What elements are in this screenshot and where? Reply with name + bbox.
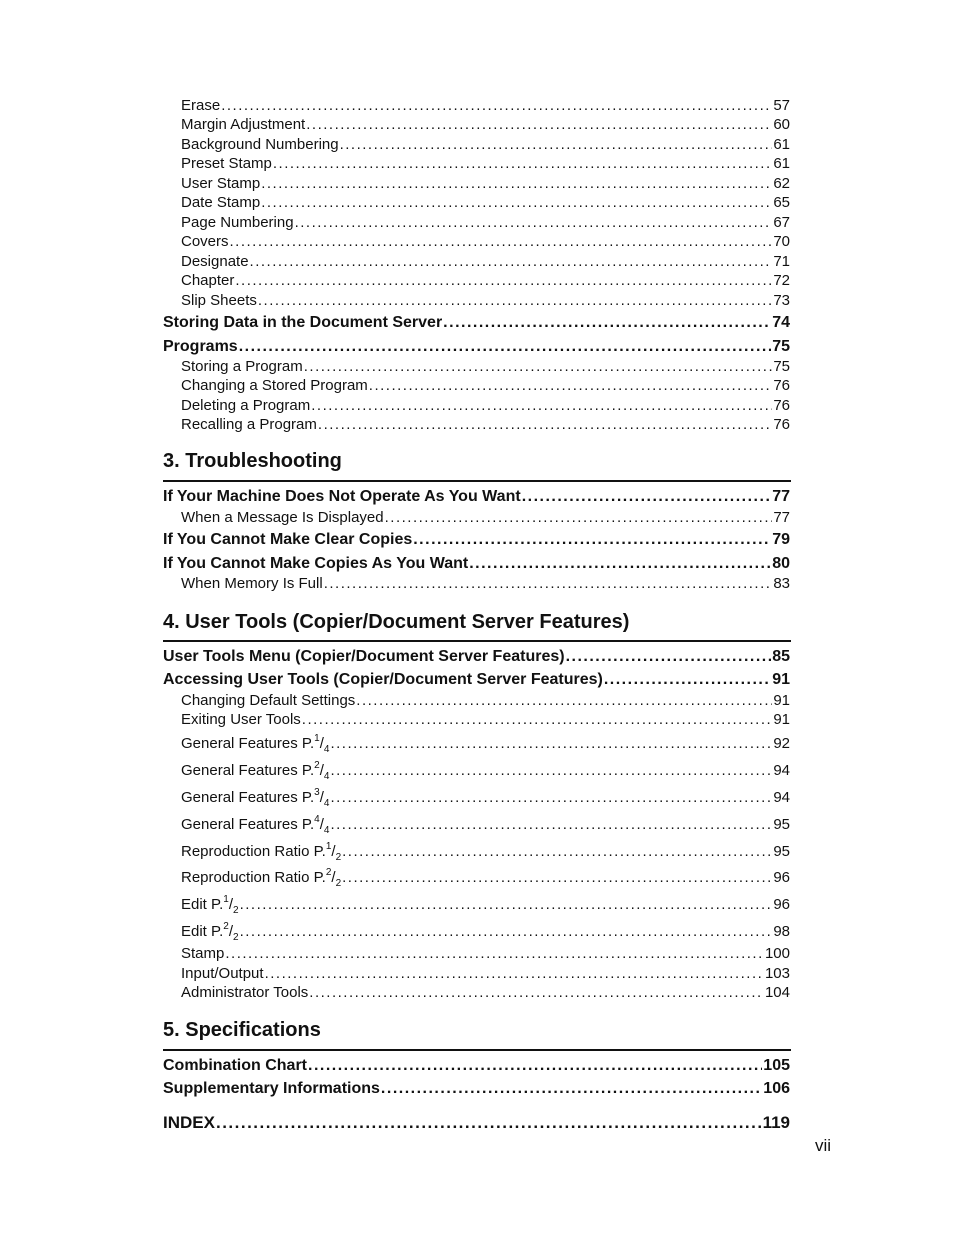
toc-entry-title: [181, 194, 260, 211]
fraction-denominator: 2: [233, 932, 239, 943]
toc-entry-title: [181, 397, 310, 414]
toc-entry[interactable]: [163, 555, 790, 573]
toc-entry-label: When a Message Is Displayed: [181, 509, 384, 526]
toc-entry-page-number: 95: [773, 843, 790, 860]
dot-leader: [258, 292, 772, 309]
toc-entry-page-number: 94: [773, 789, 790, 806]
toc-entry-title: [181, 841, 342, 863]
dot-leader: [413, 531, 771, 549]
dot-leader: [240, 923, 773, 940]
toc-entry-page-number: 105: [763, 1057, 790, 1074]
toc-entry-label: Combination Chart: [163, 1057, 307, 1074]
toc-entry[interactable]: [181, 575, 790, 592]
fraction-denominator: 2: [335, 852, 342, 863]
toc-entry-page-number: 91: [772, 671, 790, 688]
toc-entry-title: [181, 692, 355, 709]
toc-entry[interactable]: [181, 965, 790, 982]
toc-entry-page-number: 57: [773, 97, 790, 114]
page-number: vii: [815, 1136, 832, 1155]
dot-leader: [216, 1113, 762, 1133]
toc-entry-page-number: 74: [772, 314, 790, 331]
toc-entry-page-number: 61: [773, 136, 790, 153]
toc-entry-label: Changing Default Settings: [181, 692, 356, 709]
fraction-denominator: 2: [233, 905, 239, 916]
chapter-heading-specifications: 5. Specifications: [163, 1019, 321, 1041]
toc-entry[interactable]: [181, 136, 790, 153]
fraction-numerator: 3: [314, 787, 320, 798]
toc-entry-page-number: 61: [773, 155, 790, 172]
dot-leader: [342, 869, 772, 886]
dot-leader: [230, 233, 773, 250]
toc-entry-title: [181, 416, 317, 433]
toc-entry-label: User Tools Menu (Copier/Document Server Features): [163, 648, 565, 665]
toc-entry-title: [181, 214, 294, 231]
fraction-numerator: 2: [314, 760, 320, 771]
dot-leader: [469, 555, 771, 573]
toc-entry-title: [163, 1057, 307, 1075]
toc-entry-title: [181, 945, 224, 962]
toc-entry[interactable]: [163, 1080, 790, 1098]
toc-entry-title: [181, 814, 330, 836]
toc-entry[interactable]: [163, 488, 790, 506]
fraction-slash: /: [319, 789, 324, 806]
dot-leader: [385, 509, 773, 526]
toc-entry[interactable]: [181, 787, 790, 809]
toc-entry-label: Stamp: [181, 945, 225, 962]
toc-entry-page-number: 75: [773, 358, 790, 375]
toc-entry-label: Designate: [181, 253, 249, 270]
fraction-slash: /: [331, 869, 336, 886]
dot-leader: [342, 843, 772, 860]
toc-entry-page-number: 103: [764, 965, 790, 982]
chapter-divider: [163, 640, 791, 642]
dot-leader: [250, 253, 773, 270]
toc-entry[interactable]: [163, 531, 790, 549]
dot-leader: [225, 945, 764, 962]
fraction-numerator: 2: [223, 921, 229, 932]
toc-entry[interactable]: [163, 1113, 790, 1133]
toc-entry-page-number: 60: [773, 116, 790, 133]
toc-entry-label: General Features P.: [181, 762, 315, 779]
fraction-denominator: 4: [323, 771, 330, 782]
dot-leader: [239, 338, 772, 356]
toc-entry-page-number: 92: [773, 735, 790, 752]
toc-entry-page-number: 91: [773, 711, 790, 728]
toc-entry-page-number: 76: [773, 377, 790, 394]
chapter-heading-user-tools: 4. User Tools (Copier/Document Server Features): [163, 611, 630, 633]
toc-entry[interactable]: [181, 155, 790, 172]
toc-entry-title: [181, 175, 260, 192]
toc-entry-page-number: 72: [773, 272, 790, 289]
toc-entry-title: [181, 984, 308, 1001]
toc-entry-title: [181, 921, 239, 943]
toc-entry-title: [163, 1080, 380, 1098]
toc-entry-label: If You Cannot Make Clear Copies: [163, 531, 413, 548]
toc-entry-label: Deleting a Program: [181, 397, 311, 414]
toc-entry-title: [181, 575, 323, 592]
fraction-slash: /: [319, 735, 324, 752]
toc-entry-title: [181, 136, 339, 153]
toc-entry-page-number: 67: [773, 214, 790, 231]
toc-entry[interactable]: [181, 733, 790, 755]
dot-leader: [261, 194, 772, 211]
toc-entry-title: [181, 760, 330, 782]
toc-entry-page-number: 75: [772, 338, 790, 355]
toc-entry-label: Recalling a Program: [181, 416, 317, 433]
dot-leader: [324, 575, 773, 592]
toc-entry-label: Programs: [163, 338, 238, 355]
toc-entry-title: [163, 338, 238, 356]
toc-entry-label: General Features P.: [181, 789, 315, 806]
toc-entry-page-number: 77: [773, 509, 790, 526]
toc-entry-title: [181, 292, 257, 309]
toc-entry-title: [181, 733, 330, 755]
toc-entry-label: Storing a Program: [181, 358, 303, 375]
toc-entry-label: Erase: [181, 97, 221, 114]
fraction-numerator: 1: [223, 894, 229, 905]
toc-entry[interactable]: [181, 894, 790, 916]
toc-entry[interactable]: [163, 671, 790, 689]
fraction-denominator: 4: [323, 798, 330, 809]
toc-entry-title: [181, 509, 384, 526]
dot-leader: [369, 377, 773, 394]
toc-entry-title: [163, 531, 412, 549]
toc-entry-title: [163, 314, 442, 332]
toc-entry-label: Edit P.: [181, 923, 224, 940]
toc-entry-label: Preset Stamp: [181, 155, 272, 172]
toc-entry[interactable]: [163, 314, 790, 332]
dot-leader: [265, 965, 764, 982]
fraction-numerator: 2: [325, 867, 332, 878]
toc-entry-title: [181, 711, 301, 728]
toc-entry-label: General Features P.: [181, 816, 315, 833]
toc-entry-page-number: 62: [773, 175, 790, 192]
toc-entry-title: [181, 787, 330, 809]
fraction-slash: /: [228, 896, 233, 913]
dot-leader: [311, 397, 772, 414]
toc-entry-page-number: 85: [772, 648, 790, 665]
toc-entry[interactable]: [181, 377, 790, 394]
dot-leader: [340, 136, 773, 153]
toc-entry-title: [181, 377, 368, 394]
toc-entry[interactable]: [163, 1057, 790, 1075]
dot-leader: [443, 314, 771, 332]
toc-entry-page-number: 119: [762, 1113, 790, 1132]
toc-entry[interactable]: [181, 945, 790, 962]
dot-leader: [330, 816, 772, 833]
toc-entry-page-number: 95: [773, 816, 790, 833]
dot-leader: [273, 155, 772, 172]
toc-entry[interactable]: [181, 194, 790, 211]
toc-entry-title: [181, 358, 303, 375]
toc-entry[interactable]: [181, 867, 790, 889]
toc-entry-title: [181, 116, 305, 133]
toc-entry[interactable]: [181, 272, 790, 289]
chapter-divider: [163, 480, 791, 482]
toc-entry[interactable]: [181, 416, 790, 433]
toc-entry-title: [181, 233, 229, 250]
toc-entry[interactable]: [181, 692, 790, 709]
dot-leader: [304, 358, 773, 375]
dot-leader: [604, 671, 771, 689]
toc-entry-page-number: 106: [763, 1080, 790, 1097]
toc-entry-label: Margin Adjustment: [181, 116, 306, 133]
toc-entry-label: Background Numbering: [181, 136, 339, 153]
toc-entry-title: [163, 671, 603, 689]
dot-leader: [330, 789, 772, 806]
toc-entry-page-number: 94: [773, 762, 790, 779]
dot-leader: [295, 214, 773, 231]
toc-entry-page-number: 70: [773, 233, 790, 250]
toc-entry-title: [181, 867, 342, 889]
toc-entry-label: Input/Output: [181, 965, 264, 982]
dot-leader: [302, 711, 773, 728]
dot-leader: [309, 984, 764, 1001]
fraction-slash: /: [331, 843, 336, 860]
toc-entry[interactable]: [181, 233, 790, 250]
toc-entry[interactable]: [163, 648, 790, 666]
toc-entry-label: Covers: [181, 233, 229, 250]
fraction-slash: /: [319, 762, 324, 779]
toc-entry-label: Slip Sheets: [181, 292, 257, 309]
toc-entry-page-number: 80: [772, 555, 790, 572]
toc-entry[interactable]: [181, 397, 790, 414]
toc-entry-label: Accessing User Tools (Copier/Document Server Features): [163, 671, 603, 688]
toc-entry-label: If Your Machine Does Not Operate As You Want: [163, 488, 521, 505]
toc-entry[interactable]: [181, 292, 790, 309]
toc-entry-page-number: 71: [773, 253, 790, 270]
toc-entry-page-number: 79: [772, 531, 790, 548]
chapter-heading-troubleshooting: 3. Troubleshooting: [163, 450, 342, 472]
toc-entry-title: [181, 965, 264, 982]
toc-entry[interactable]: [181, 921, 790, 943]
toc-entry-page-number: 76: [773, 397, 790, 414]
toc-entry-page-number: 83: [773, 575, 790, 592]
toc-entry-label: Reproduction Ratio P.: [181, 869, 326, 886]
toc-entry-page-number: 100: [764, 945, 790, 962]
toc-entry-label: Chapter: [181, 272, 235, 289]
toc-entry-title: [163, 488, 521, 506]
toc-entry[interactable]: [181, 358, 790, 375]
toc-entry[interactable]: [163, 338, 790, 356]
dot-leader: [318, 416, 772, 433]
toc-entry-title: [181, 894, 239, 916]
toc-entry-page-number: 73: [773, 292, 790, 309]
dot-leader: [308, 1057, 762, 1075]
fraction-slash: /: [319, 816, 324, 833]
toc-entry-label: When Memory Is Full: [181, 575, 323, 592]
toc-entry-label: Exiting User Tools: [181, 711, 301, 728]
toc-entry-label: Date Stamp: [181, 194, 261, 211]
toc-entry-title: [181, 97, 220, 114]
fraction-numerator: 4: [314, 814, 320, 825]
toc-entry-label: If You Cannot Make Copies As You Want: [163, 555, 469, 572]
dot-leader: [261, 175, 772, 192]
toc-entry-label: Storing Data in the Document Server: [163, 314, 443, 331]
toc-entry[interactable]: [181, 214, 790, 231]
dot-leader: [566, 648, 772, 666]
toc-entry-label: Supplementary Informations: [163, 1080, 380, 1097]
dot-leader: [240, 896, 773, 913]
toc-entry-page-number: 91: [773, 692, 790, 709]
toc-entry[interactable]: [181, 97, 790, 114]
toc-entry-label: Changing a Stored Program: [181, 377, 368, 394]
fraction-denominator: 2: [335, 878, 342, 889]
toc-entry-title: [181, 155, 272, 172]
dot-leader: [381, 1080, 762, 1098]
toc-entry-label: INDEX: [163, 1113, 215, 1132]
toc-entry[interactable]: [181, 814, 790, 836]
toc-entry-title: [163, 555, 468, 573]
toc-entry-label: User Stamp: [181, 175, 261, 192]
toc-entry-title: [181, 272, 234, 289]
toc-entry[interactable]: [181, 253, 790, 270]
toc-entry-page-number: 98: [773, 923, 790, 940]
toc-entry-page-number: 77: [772, 488, 790, 505]
toc-entry[interactable]: [181, 711, 790, 728]
toc-entry-label: General Features P.: [181, 735, 315, 752]
toc-entry-label: Reproduction Ratio P.: [181, 843, 326, 860]
fraction-numerator: 1: [314, 733, 320, 744]
toc-entry[interactable]: [181, 116, 790, 133]
fraction-denominator: 4: [323, 825, 330, 836]
dot-leader: [356, 692, 772, 709]
dot-leader: [330, 762, 772, 779]
fraction-denominator: 4: [323, 744, 330, 755]
toc-entry-title: [163, 648, 565, 666]
fraction-numerator: 1: [325, 841, 332, 852]
toc-entry[interactable]: [181, 841, 790, 863]
toc-entry-page-number: 76: [773, 416, 790, 433]
toc-entry-page-number: 96: [773, 869, 790, 886]
toc-entry-page-number: 65: [773, 194, 790, 211]
fraction-slash: /: [228, 923, 233, 940]
toc-entry[interactable]: [181, 760, 790, 782]
toc-entry-title: [163, 1113, 215, 1133]
dot-leader: [522, 488, 772, 506]
dot-leader: [235, 272, 772, 289]
dot-leader: [221, 97, 772, 114]
toc-entry[interactable]: [181, 175, 790, 192]
toc-entry-label: Administrator Tools: [181, 984, 309, 1001]
chapter-divider: [163, 1049, 791, 1051]
toc-entry-page-number: 96: [773, 896, 790, 913]
toc-entry[interactable]: [181, 509, 790, 526]
dot-leader: [306, 116, 772, 133]
toc-entry-label: Page Numbering: [181, 214, 294, 231]
toc-entry-page-number: 104: [764, 984, 790, 1001]
toc-entry-label: Edit P.: [181, 896, 224, 913]
toc-entry[interactable]: [181, 984, 790, 1001]
dot-leader: [330, 735, 772, 752]
toc-entry-title: [181, 253, 249, 270]
